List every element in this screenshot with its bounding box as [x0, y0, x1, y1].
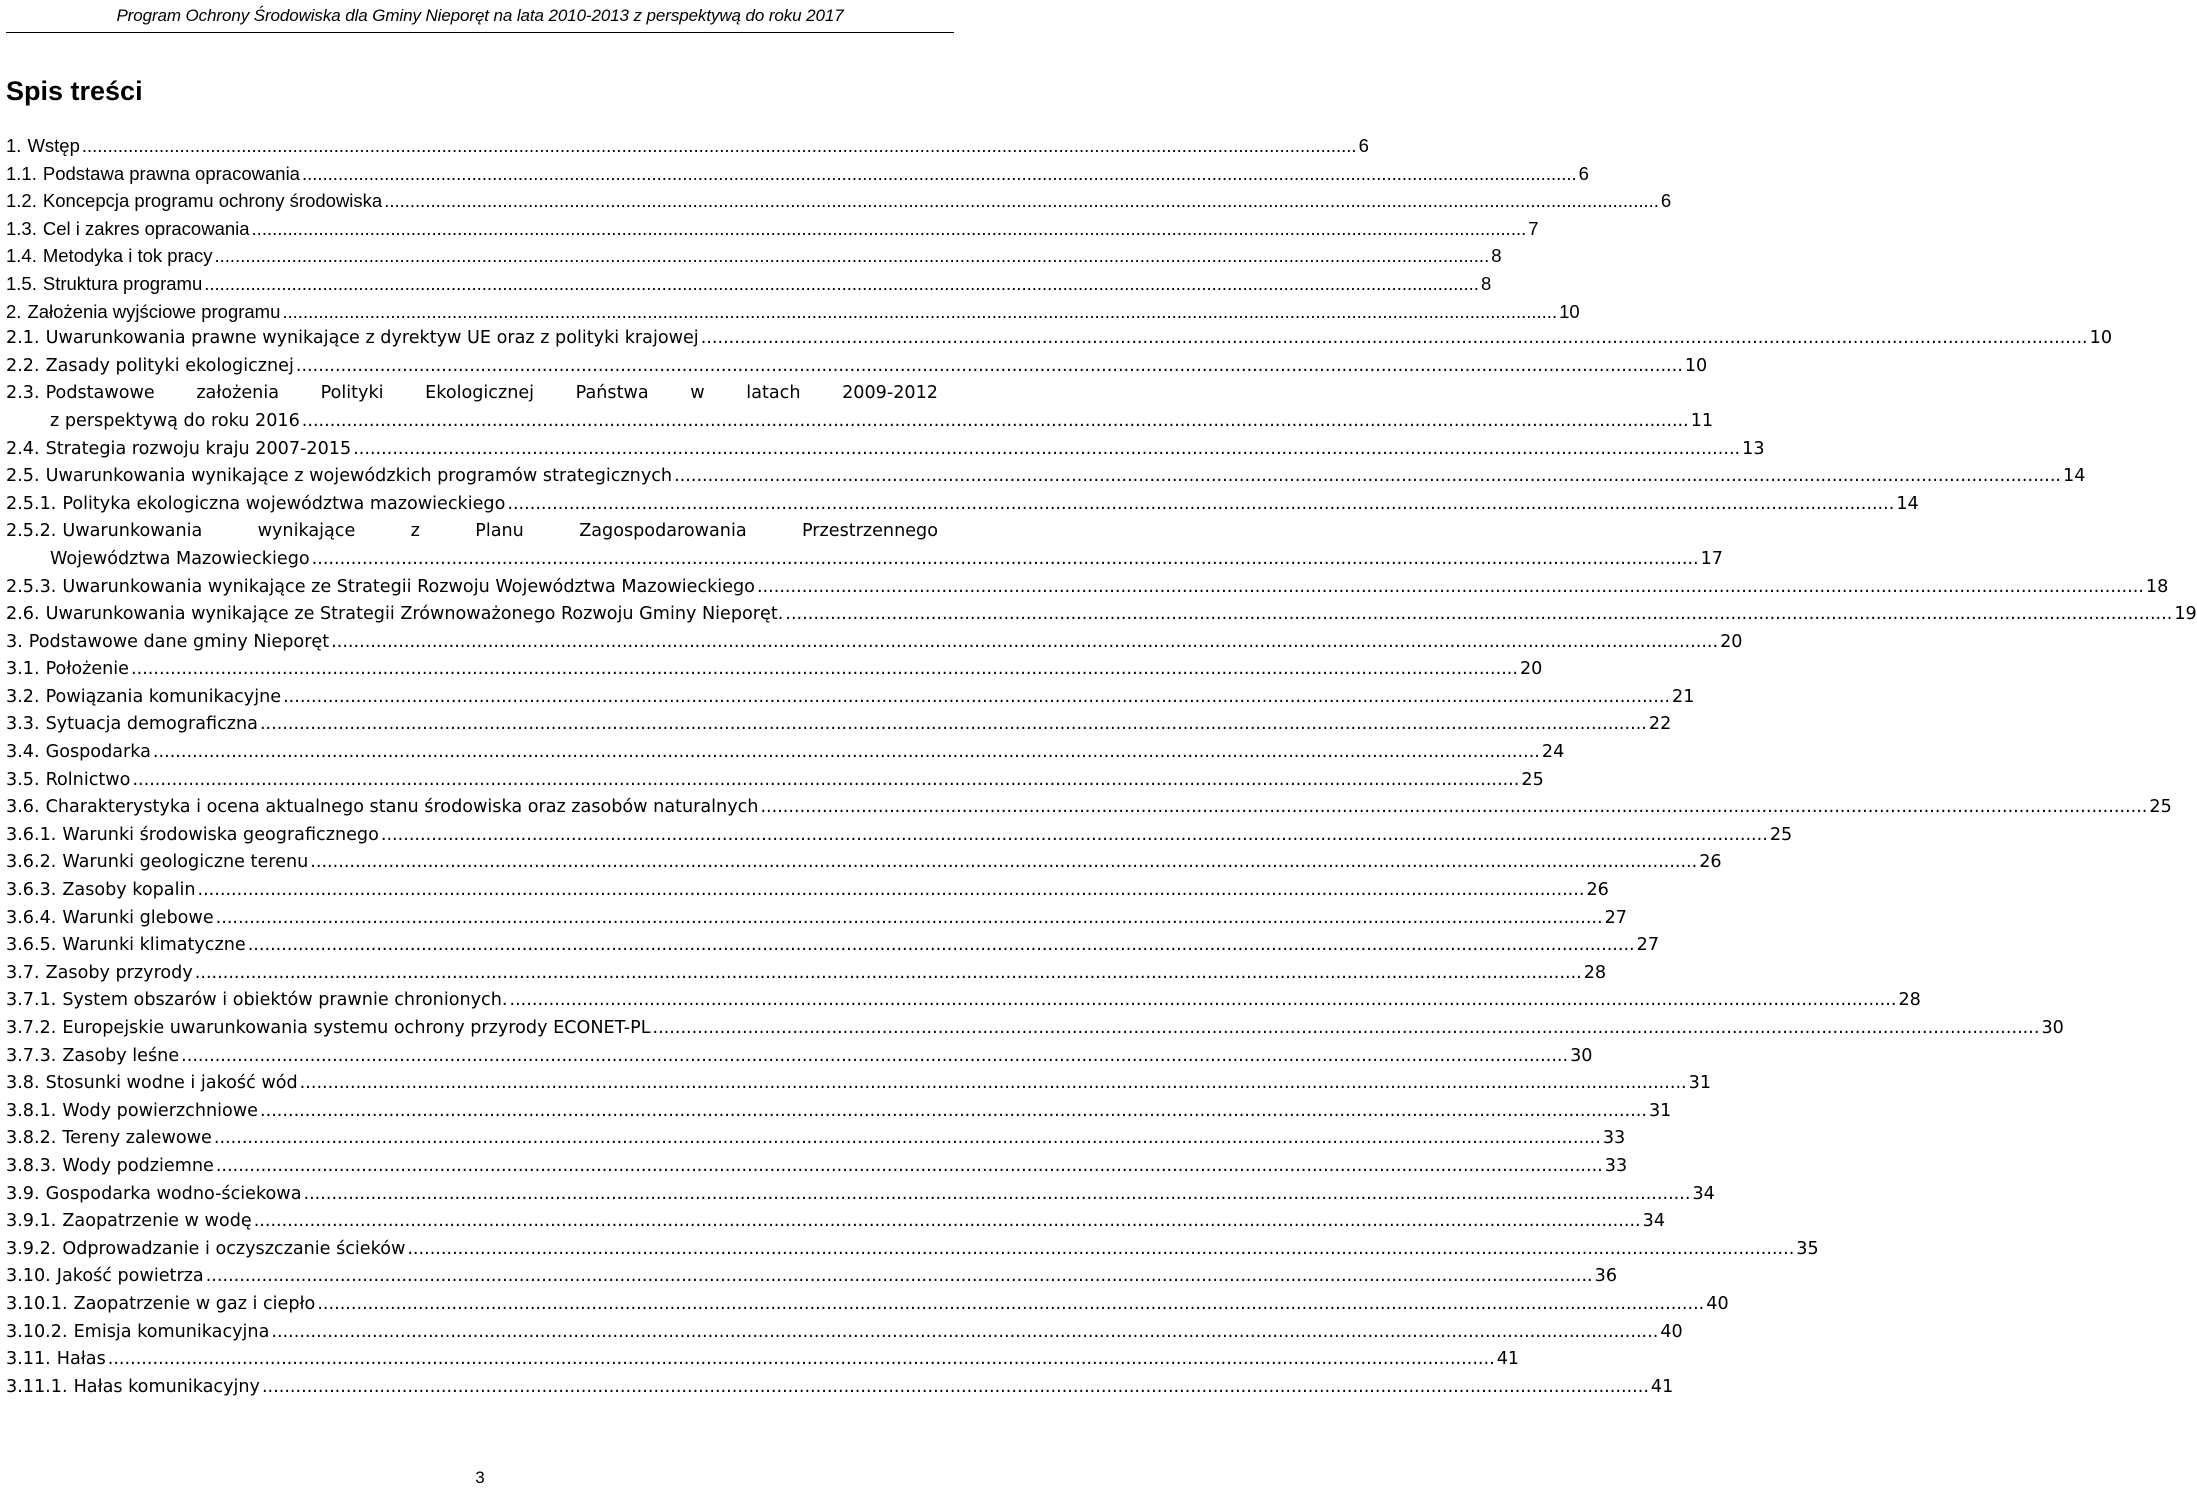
entry-title: Emisja komunikacyjna	[73, 1321, 270, 1342]
leader-dots	[215, 242, 1490, 270]
entry-number: 2.2.	[6, 355, 40, 376]
toc-entry[interactable]	[6, 1346, 1520, 1374]
leader-dots	[296, 353, 1683, 381]
leader-dots	[260, 1098, 1647, 1126]
toc-entry[interactable]	[6, 987, 1921, 1015]
entry-title-line2: Województwa Mazowieckiego	[50, 548, 310, 569]
entry-number: 3.7.2.	[6, 1018, 57, 1038]
entry-number: 3.1.	[6, 659, 40, 680]
toc-entry[interactable]	[6, 1374, 1674, 1402]
entry-number: 3.8.2.	[6, 1128, 57, 1149]
leader-dots	[248, 932, 1635, 960]
entry-number: 2.6.	[6, 604, 40, 625]
entry-title: Charakterystyka i ocena aktualnego stanu środowiska oraz zasobów naturalnych	[45, 797, 759, 818]
entry-number: 3.6.2.	[6, 852, 57, 873]
entry-page: 6	[1660, 190, 1672, 212]
entry-page: 20	[1519, 659, 1543, 680]
entry-title: Wody powierzchniowe	[62, 1100, 259, 1121]
entry-number: 1.1.	[6, 162, 37, 184]
leader-dots	[407, 1236, 1794, 1264]
toc-entry[interactable]	[6, 160, 1589, 188]
entry-title: Warunki klimatyczne	[62, 935, 246, 956]
leader-dots	[216, 1153, 1603, 1181]
entry-title: Zaopatrzenie w gaz i ciepło	[73, 1293, 316, 1314]
entry-page: 28	[1898, 990, 1921, 1011]
leader-dots	[108, 1346, 1495, 1374]
entry-page: 41	[1650, 1376, 1674, 1397]
toc-entry-continuation[interactable]	[6, 546, 1723, 574]
entry-page: 28	[1583, 962, 1607, 983]
toc-entry[interactable]	[6, 270, 1492, 298]
entry-number: 2.5.	[6, 466, 40, 487]
leader-dots	[153, 739, 1540, 767]
toc-entry-first-line[interactable]	[6, 380, 938, 408]
entry-page: 25	[1521, 769, 1544, 790]
entry-page: 33	[1604, 1155, 1628, 1176]
toc-entry[interactable]	[6, 1043, 1593, 1071]
toc-entry[interactable]	[6, 767, 1544, 795]
entry-title: Zaopatrzenie w wodę	[62, 1211, 252, 1232]
entry-page: 41	[1496, 1349, 1520, 1370]
leader-dots	[317, 1291, 1704, 1319]
entry-page: 26	[1699, 852, 1722, 873]
toc-entry[interactable]	[6, 656, 1543, 684]
leader-dots	[785, 601, 2172, 629]
entry-page: 18	[2145, 576, 2169, 597]
entry-title: Cel i zakres opracowania	[42, 217, 250, 239]
entry-title: Warunki środowiska geograficznego	[62, 824, 379, 845]
toc-entry[interactable]	[6, 849, 1722, 877]
toc-entry[interactable]	[6, 960, 1607, 988]
entry-title: Zasoby kopalin	[62, 880, 196, 901]
entry-page: 10	[2089, 328, 2113, 349]
entry-page: 30	[2041, 1018, 2064, 1038]
leader-dots	[198, 877, 1585, 905]
toc-entry[interactable]	[6, 215, 1539, 243]
entry-title: System obszarów i obiektów prawnie chronionych.	[62, 990, 508, 1011]
entry-number: 2.1.	[6, 328, 40, 349]
entry-number: 3.9.2.	[6, 1238, 57, 1259]
entry-title: Wody podziemne	[62, 1155, 214, 1176]
entry-number: 3.6.	[6, 797, 40, 818]
entry-page: 7	[1528, 217, 1539, 239]
entry-page: 14	[2063, 466, 2086, 487]
entry-title: Sytuacja demograficzna	[45, 714, 258, 735]
entry-title: Gospodarka wodno-ściekowa	[45, 1183, 302, 1204]
entry-page: 40	[1660, 1321, 1683, 1342]
leader-dots	[300, 1070, 1687, 1098]
leader-dots	[302, 160, 1577, 188]
leader-dots	[507, 491, 1894, 519]
entry-number: 2.3.	[6, 383, 40, 404]
entry-number: 3.	[6, 631, 23, 652]
entry-page: 8	[1491, 245, 1502, 267]
header-rule	[6, 32, 954, 33]
entry-title: Hałas	[56, 1349, 106, 1370]
entry-title: Zasoby leśne	[62, 1045, 180, 1066]
entry-number: 3.3.	[6, 714, 40, 735]
entry-number: 3.4.	[6, 742, 40, 763]
page-number: 3	[475, 1468, 485, 1487]
toc-entry-continuation[interactable]	[6, 408, 1714, 436]
entry-page: 25	[1769, 824, 1793, 845]
leader-dots	[282, 298, 1557, 326]
entry-number: 1.5.	[6, 272, 37, 294]
entry-title: Gospodarka	[45, 742, 151, 763]
leader-dots	[381, 822, 1768, 850]
entry-number: 3.7.3.	[6, 1045, 57, 1066]
leader-dots	[302, 408, 1689, 436]
leader-dots	[195, 960, 1582, 988]
leader-dots	[214, 1125, 1601, 1153]
toc-entry[interactable]	[6, 1070, 1712, 1098]
toc-entry[interactable]	[6, 822, 1793, 850]
entry-number: 3.8.3.	[6, 1155, 57, 1176]
leader-dots	[312, 546, 1699, 574]
toc-entry[interactable]	[6, 132, 1369, 160]
toc-entry[interactable]	[6, 1098, 1672, 1126]
leader-dots	[384, 187, 1659, 215]
entry-title: Odprowadzanie i oczyszczanie ścieków	[62, 1238, 406, 1259]
toc-entry[interactable]	[6, 491, 1919, 519]
entry-title: Podstawa prawna opracowania	[42, 162, 300, 184]
entry-page: 11	[1690, 410, 1714, 431]
leader-dots	[310, 849, 1697, 877]
entry-page: 30	[1570, 1045, 1593, 1066]
entry-number: 3.11.1.	[6, 1376, 68, 1397]
entry-page: 33	[1602, 1128, 1626, 1149]
toc-entry[interactable]	[6, 1125, 1626, 1153]
leader-dots	[283, 684, 1670, 712]
toc-entry[interactable]	[6, 1153, 1628, 1181]
entry-number: 3.2.	[6, 686, 40, 707]
entry-title-line1: Podstawowe założenia Polityki Ekologicznej Państwa w latach 2009-2012	[45, 383, 938, 404]
entry-number: 2.5.1.	[6, 493, 57, 514]
leader-dots	[262, 1374, 1649, 1402]
leader-dots	[509, 987, 1896, 1015]
toc-entry[interactable]	[6, 298, 1580, 326]
entry-number: 1.	[6, 135, 22, 156]
entry-number: 2.4.	[6, 438, 40, 459]
toc-entry[interactable]	[6, 1015, 2064, 1043]
entry-number: 3.7.1.	[6, 990, 57, 1011]
entry-number: 2.5.3.	[6, 576, 57, 597]
leader-dots	[216, 905, 1603, 933]
entry-number: 3.11.	[6, 1349, 51, 1370]
leader-dots	[204, 270, 1479, 298]
leader-dots	[701, 325, 2088, 353]
leader-dots	[132, 767, 1519, 795]
entry-page: 35	[1796, 1238, 1819, 1259]
entry-number: 3.8.1.	[6, 1100, 57, 1121]
entry-title: Założenia wyjściowe programu	[27, 300, 281, 322]
entry-title-line2: z perspektywą do roku 2016	[50, 410, 300, 431]
entry-page: 13	[1742, 438, 1765, 459]
entry-page: 6	[1358, 135, 1369, 156]
entry-title: Hałas komunikacyjny	[73, 1376, 260, 1397]
toc-entry[interactable]	[6, 574, 2169, 602]
entry-title: Położenie	[45, 659, 130, 680]
leader-dots	[674, 463, 2061, 491]
toc-entry[interactable]	[6, 877, 1609, 905]
entry-title: Stosunki wodne i jakość wód	[45, 1073, 298, 1094]
entry-page: 20	[1720, 631, 1743, 652]
toc-entry[interactable]	[6, 1208, 1666, 1236]
entry-number: 3.6.5.	[6, 935, 57, 956]
leader-dots	[303, 1181, 1690, 1209]
entry-number: 3.6.1.	[6, 824, 57, 845]
entry-page: 10	[1559, 300, 1580, 322]
entry-number: 3.5.	[6, 769, 40, 790]
entry-number: 3.7.	[6, 962, 40, 983]
entry-page: 6	[1578, 162, 1589, 184]
entry-page: 27	[1636, 935, 1660, 956]
entry-page: 8	[1480, 272, 1492, 294]
entry-page: 31	[1688, 1073, 1712, 1094]
toc-entry[interactable]	[6, 1181, 1715, 1209]
entry-page: 31	[1648, 1100, 1672, 1121]
toc-entry[interactable]	[6, 463, 2086, 491]
toc-entry[interactable]	[6, 242, 1502, 270]
toc-entry[interactable]	[6, 1291, 1729, 1319]
entry-page: 40	[1706, 1293, 1729, 1314]
entry-title: Europejskie uwarunkowania systemu ochrony przyrody ECONET-PL	[62, 1018, 651, 1038]
toc-entry[interactable]	[6, 601, 2197, 629]
toc-entry[interactable]	[6, 1236, 1819, 1264]
leader-dots	[760, 794, 2147, 822]
toc-entry[interactable]	[6, 187, 1672, 215]
entry-page: 19	[2174, 604, 2197, 625]
entry-number: 1.4.	[6, 245, 37, 267]
leader-dots	[82, 132, 1357, 160]
entry-title: Koncepcja programu ochrony środowiska	[42, 190, 383, 212]
entry-number: 3.8.	[6, 1073, 40, 1094]
entry-title: Metodyka i tok pracy	[42, 245, 213, 267]
entry-page: 10	[1684, 355, 1708, 376]
entry-title: Warunki glebowe	[62, 907, 214, 928]
entry-page: 25	[2149, 797, 2172, 818]
entry-title: Powiązania komunikacyjne	[45, 686, 282, 707]
entry-page: 36	[1594, 1266, 1618, 1287]
entry-title: Wstęp	[27, 135, 80, 156]
entry-page: 24	[1541, 742, 1565, 763]
entry-title: Rolnictwo	[45, 769, 131, 790]
toc-entry[interactable]	[6, 932, 1660, 960]
entry-title: Zasady polityki ekologicznej	[45, 355, 294, 376]
entry-number: 3.9.	[6, 1183, 40, 1204]
entry-title: Uwarunkowania wynikające ze Strategii Zrównoważonego Rozwoju Gminy Nieporęt.	[45, 604, 784, 625]
toc-entry[interactable]	[6, 794, 2172, 822]
entry-title: Tereny zalewowe	[62, 1128, 212, 1149]
toc-entry[interactable]	[6, 353, 1708, 381]
entry-title: Warunki geologiczne terenu	[62, 852, 309, 873]
leader-dots	[331, 629, 1718, 657]
entry-number: 3.6.4.	[6, 907, 57, 928]
toc-entry[interactable]	[6, 711, 1672, 739]
toc-entry[interactable]	[6, 905, 1627, 933]
entry-title: Podstawowe dane gminy Nieporęt	[28, 631, 330, 652]
entry-page: 21	[1672, 686, 1695, 707]
entry-page: 26	[1586, 880, 1609, 901]
entry-title: Polityka ekologiczna województwa mazowieckiego	[62, 493, 506, 514]
leader-dots	[252, 215, 1527, 243]
toc-title: Spis treści	[6, 76, 143, 106]
toc-entry[interactable]	[6, 684, 1695, 712]
leader-dots	[254, 1208, 1641, 1236]
entry-number: 2.	[6, 300, 22, 322]
entry-number: 1.2.	[6, 190, 37, 212]
entry-page: 17	[1700, 548, 1723, 569]
toc-entry[interactable]	[6, 1263, 1618, 1291]
leader-dots	[271, 1319, 1658, 1347]
leader-dots	[260, 711, 1647, 739]
entry-number: 1.3.	[6, 217, 37, 239]
entry-number: 3.10.1.	[6, 1293, 68, 1314]
toc-entry[interactable]	[6, 436, 1765, 464]
toc-entry[interactable]	[6, 629, 1743, 657]
toc-entry[interactable]	[6, 1319, 1683, 1347]
entry-page: 34	[1642, 1211, 1666, 1232]
entry-number: 3.10.2.	[6, 1321, 68, 1342]
entry-title: Struktura programu	[42, 272, 203, 294]
entry-title: Zasoby przyrody	[45, 962, 193, 983]
toc-entry[interactable]	[6, 739, 1565, 767]
leader-dots	[353, 436, 1740, 464]
entry-number: 3.10.	[6, 1266, 51, 1287]
entry-number: 3.6.3.	[6, 880, 57, 901]
entry-number: 3.9.1.	[6, 1211, 57, 1232]
toc-entry[interactable]	[6, 325, 2113, 353]
leader-dots	[757, 574, 2144, 602]
table-of-contents	[6, 132, 2197, 1401]
entry-page: 34	[1692, 1183, 1715, 1204]
entry-page: 14	[1896, 493, 1919, 514]
entry-number: 2.5.2.	[6, 521, 57, 542]
entry-title: Strategia rozwoju kraju 2007-2015	[45, 438, 352, 459]
leader-dots	[206, 1263, 1593, 1291]
entry-title: Jakość powietrza	[56, 1266, 204, 1287]
toc-entry-first-line[interactable]	[6, 518, 938, 546]
leader-dots	[181, 1043, 1568, 1071]
leader-dots	[131, 656, 1518, 684]
entry-title: Uwarunkowania wynikające z wojewódzkich programów strategicznych	[45, 466, 673, 487]
running-header: Program Ochrony Środowiska dla Gminy Nieporęt na lata 2010-2013 z perspektywą do roku 2017	[116, 6, 844, 25]
entry-title: Uwarunkowania wynikające ze Strategii Rozwoju Województwa Mazowieckiego	[62, 576, 755, 597]
entry-title-line1: Uwarunkowania wynikające z Planu Zagospodarowania Przestrzennego	[62, 521, 938, 542]
entry-page: 27	[1604, 907, 1627, 928]
leader-dots	[653, 1015, 2040, 1043]
entry-title: Uwarunkowania prawne wynikające z dyrektyw UE oraz z polityki krajowej	[45, 328, 699, 349]
entry-page: 22	[1648, 714, 1672, 735]
